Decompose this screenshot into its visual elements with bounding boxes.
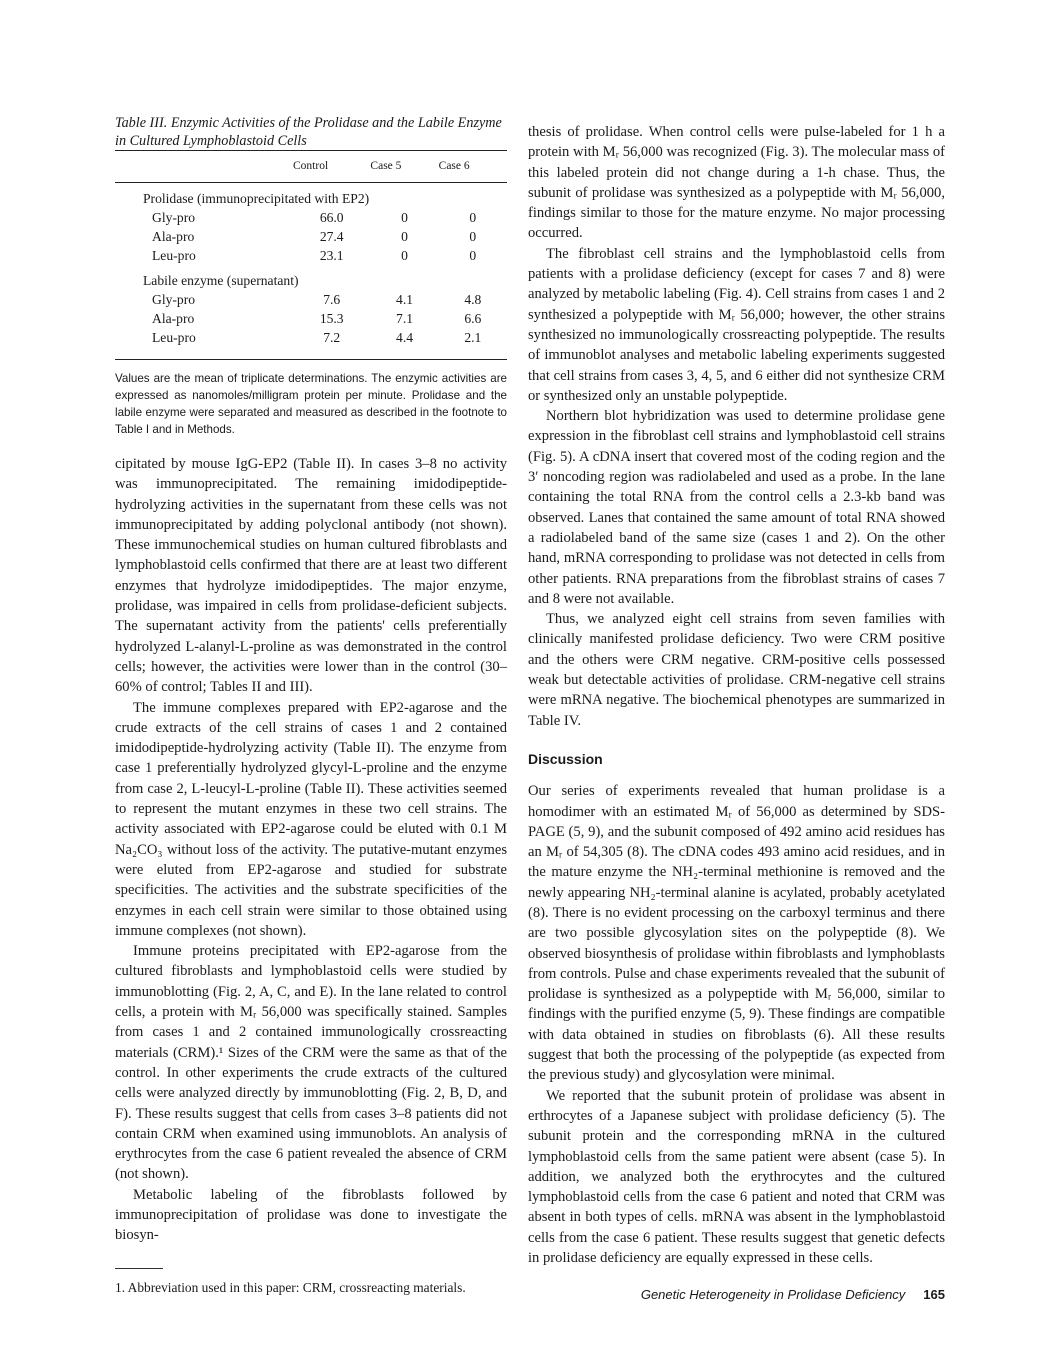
table-row xyxy=(115,309,507,328)
group-title: Prolidase (immunoprecipitated with EP2) xyxy=(143,191,370,206)
table-cell: 7.1 xyxy=(396,311,414,326)
table-cell: Leu-pro xyxy=(152,248,196,263)
table-cell: 15.3 xyxy=(319,311,344,326)
column-header: Case 5 xyxy=(370,160,402,172)
footnote: 1. Abbreviation used in this paper: CRM, crossreacting materials. xyxy=(115,1279,466,1295)
table-cell: 0 xyxy=(469,248,477,263)
page-footer xyxy=(528,1286,945,1304)
table-iii xyxy=(115,114,507,438)
page-number: 165 xyxy=(923,1287,945,1303)
paragraph: thesis of prolidase. When control cells were pulse-labeled for 1 h a protein with Mᵣ 56,000 was recognized (Fig. 3). The molecular mass of this labeled protein did not change during a 1-h chase. Thus, the subunit of prolidase was synthesized as a polypeptide with Mᵣ 56,000, findings similar to those for the mature enzyme. No major processing occurred. xyxy=(528,124,945,242)
column-header: Case 6 xyxy=(438,160,470,172)
table-cell: Ala-pro xyxy=(152,311,195,326)
table-cell: Leu-pro xyxy=(152,330,196,345)
table-note: Values are the mean of triplicate determinations. The enzymic activities are expressed as nanomoles/milligram protein per minute. Prolidase and the labile enzyme were separated and measured as described in the footnote to Table I and in Methods. xyxy=(115,372,507,436)
table-cell: 4.8 xyxy=(464,292,482,307)
table-cell: 0 xyxy=(401,248,408,263)
column-header xyxy=(115,151,293,183)
table-row xyxy=(115,246,507,265)
left-body-text xyxy=(115,454,507,1246)
paragraph: Northern blot hybridization was used to determine prolidase gene expression in the fibroblast cell strains and lymphoblastoid cell strains (Fig. 5). A cDNA insert that covered most of the coding region and the 3′ noncoding region was radiolabeled and used as a probe. In the lane containing the total RNA from the control cells a 2.3-kb band was observed. Lanes that contained the same amount of total RNA showed a radiolabeled band of the same size (cases 1 and 2). On the other hand, mRNA corresponding to prolidase was not detected in cells from other patients. RNA preparations from the fibroblast strains of cases 7 and 8 were not available. xyxy=(528,408,945,607)
table-cell: 0 xyxy=(469,210,477,225)
footnote-block xyxy=(115,1268,507,1297)
footnote-divider xyxy=(115,1268,163,1269)
table-cell: 7.2 xyxy=(323,330,341,345)
table-header-row xyxy=(115,151,507,183)
group-title: Labile enzyme (supernatant) xyxy=(143,273,299,288)
table-cell: 4.4 xyxy=(396,330,414,345)
table-cell: 0 xyxy=(401,229,408,244)
table-row xyxy=(115,290,507,309)
paragraph: We reported that the subunit protein of prolidase was absent in erthrocytes of a Japanese subject with prolidase deficiency (5). The subunit protein and the corresponding mRNA in the cultured lymphoblastoid cells from the same patient were absent (case 5). In addition, we analyzed both the erythrocytes and the cultured lymphoblastoid cells from the case 6 patient and noted that CRM was absent in both types of cells. mRNA was absent in the lymphoblastoid cells from the case 6 patient. These results suggest that genetic defects in prolidase deficiency are equally expressed in these cells. xyxy=(528,1087,945,1267)
table-row xyxy=(115,328,507,347)
paragraph: The immune complexes prepared with EP2-agarose and the crude extracts of the cell strains of cases 1 and 2 contained imidodipeptide-hydrolyzing activity (Table II). The enzyme from case 1 preferentially hydrolyzed glycyl-L-proline and the enzyme from case 2, L-leucyl-L-proline (Table II). These activities seemed to represent the mutant enzymes in these two cell strains. The activity associated with EP2-agarose could be eluted with 0.1 M Na₂CO₃ without loss of the activity. The putative-mutant enzymes were eluted from EP2-agarose and studied for substrate specificities. The activities and the substrate specificities of the enzymes in each cell strain were similar to those obtained using immune complexes (not shown). xyxy=(115,699,507,939)
table-cell: Gly-pro xyxy=(152,292,196,307)
table-cell: 7.6 xyxy=(323,292,341,307)
table-cell: 2.1 xyxy=(464,330,482,345)
right-body-text xyxy=(528,122,945,1268)
paragraph: The fibroblast cell strains and the lymphoblastoid cells from patients with a prolidase deficiency (except for cases 7 and 8) were analyzed by metabolic labeling (Fig. 4). Cell strains from cases 1 and 2 synthesized a polypeptide with Mᵣ 56,000; however, the other strains synthesized no immunologically crossreacting polypeptide. The results of immunoblot analyses and metabolic labeling experiments suggested that cell strains from cases 3, 4, 5, and 6 either did not synthesize CRM or synthesized only an unstable polypeptide. xyxy=(528,245,945,404)
paragraph: Immune proteins precipitated with EP2-agarose from the cultured fibroblasts and lymphoblastoid cells were studied by immunoblotting (Fig. 2, A, C, and E). In the lane related to control cells, a protein with Mᵣ 56,000 was specifically stained. Samples from cases 1 and 2 contained immunologically crossreacting materials (CRM).¹ Sizes of the CRM were the same as that of the control. In other experiments the crude extracts of the cultured cells were analyzed directly by immunoblotting (Fig. 2, B, D, and F). These results suggest that cells from cases 3–8 patients did not contain CRM when examined using immunoblots. An analysis of erythrocytes from the case 6 patient revealed the absence of CRM (not shown). xyxy=(115,943,507,1183)
group-row xyxy=(115,183,507,209)
right-column xyxy=(528,122,945,1304)
table-cell: 6.6 xyxy=(464,311,482,326)
table-cell: 66.0 xyxy=(319,210,344,225)
table-cell: 27.4 xyxy=(319,229,344,244)
table-cell: Gly-pro xyxy=(152,210,196,225)
table-caption: Table III. Enzymic Activities of the Prolidase and the Labile Enzyme in Cultured Lymphoblastoid Cells xyxy=(115,115,502,149)
paragraph: Thus, we analyzed eight cell strains from seven families with clinically manifested prolidase deficiency. Two were CRM positive and the others were CRM negative. CRM-positive cells possessed weak but detectable activities of prolidase. CRM-negative cell strains were mRNA negative. The biochemical phenotypes are summarized in Table IV. xyxy=(528,611,945,729)
left-column xyxy=(115,114,507,1297)
table-row xyxy=(115,208,507,227)
section-heading-discussion: Discussion xyxy=(528,750,603,767)
table-cell: Ala-pro xyxy=(152,229,195,244)
paragraph: cipitated by mouse IgG-EP2 (Table II). In cases 3–8 no activity was immunoprecipitated. The remaining imidodipeptide-hydrolyzing activities in the supernatant from these cells was not immunoprecipitated by adding polyclonal antibody (not shown). These immunochemical studies on human cultured fibroblasts and lymphoblastoid cells confirmed that there are at least two different enzymes that hydrolyze imidodipeptides. The major enzyme, prolidase, was impaired in cells from prolidase-deficient subjects. The supernatant activity from the patients' cells preferentially hydrolyzed L-alanyl-L-proline as was demonstrated in the control cells; however, the activities were lower than in the control (30–60% of control; Tables II and III). xyxy=(115,456,507,696)
table-row xyxy=(115,227,507,246)
enzyme-table xyxy=(115,150,507,347)
column-header: Control xyxy=(293,160,329,172)
running-title: Genetic Heterogeneity in Prolidase Deficiency xyxy=(640,1287,906,1303)
paragraph: Our series of experiments revealed that human prolidase is a homodimer with an estimated Mᵣ of 56,000 as determined by SDS-PAGE (5, 9), and the subunit composed of 492 amino acid residues has an Mᵣ of 54,305 (8). The cDNA codes 493 amino acid residues, and in the mature enzyme the NH₂-terminal methionine is removed and the newly appearing NH₂-terminal alanine is acylated, probably acetylated (8). There is no evident processing on the carboxyl terminus and there are two possible glycosylation sites on the polypeptide (8). We observed biosynthesis of prolidase within fibroblasts and lymphoblasts from controls. Pulse and chase experiments revealed that the subunit of prolidase is synthesized as a polypeptide with Mᵣ 56,000, similar to findings with the purified enzyme (5, 9). These findings are compatible with data obtained in studies on fibroblasts (6). All these results suggest that both the processing of the polypeptide (as expected from the previous study) and glycosylation were minimal. xyxy=(528,783,945,1084)
table-bottom-rule xyxy=(115,359,507,360)
table-cell: 0 xyxy=(469,229,477,244)
table-cell: 4.1 xyxy=(396,292,414,307)
table-cell: 0 xyxy=(401,210,408,225)
group-row xyxy=(115,265,507,290)
paragraph: Metabolic labeling of the fibroblasts followed by immunoprecipitation of prolidase was done to investigate the biosyn- xyxy=(115,1186,507,1244)
table-cell: 23.1 xyxy=(319,248,344,263)
